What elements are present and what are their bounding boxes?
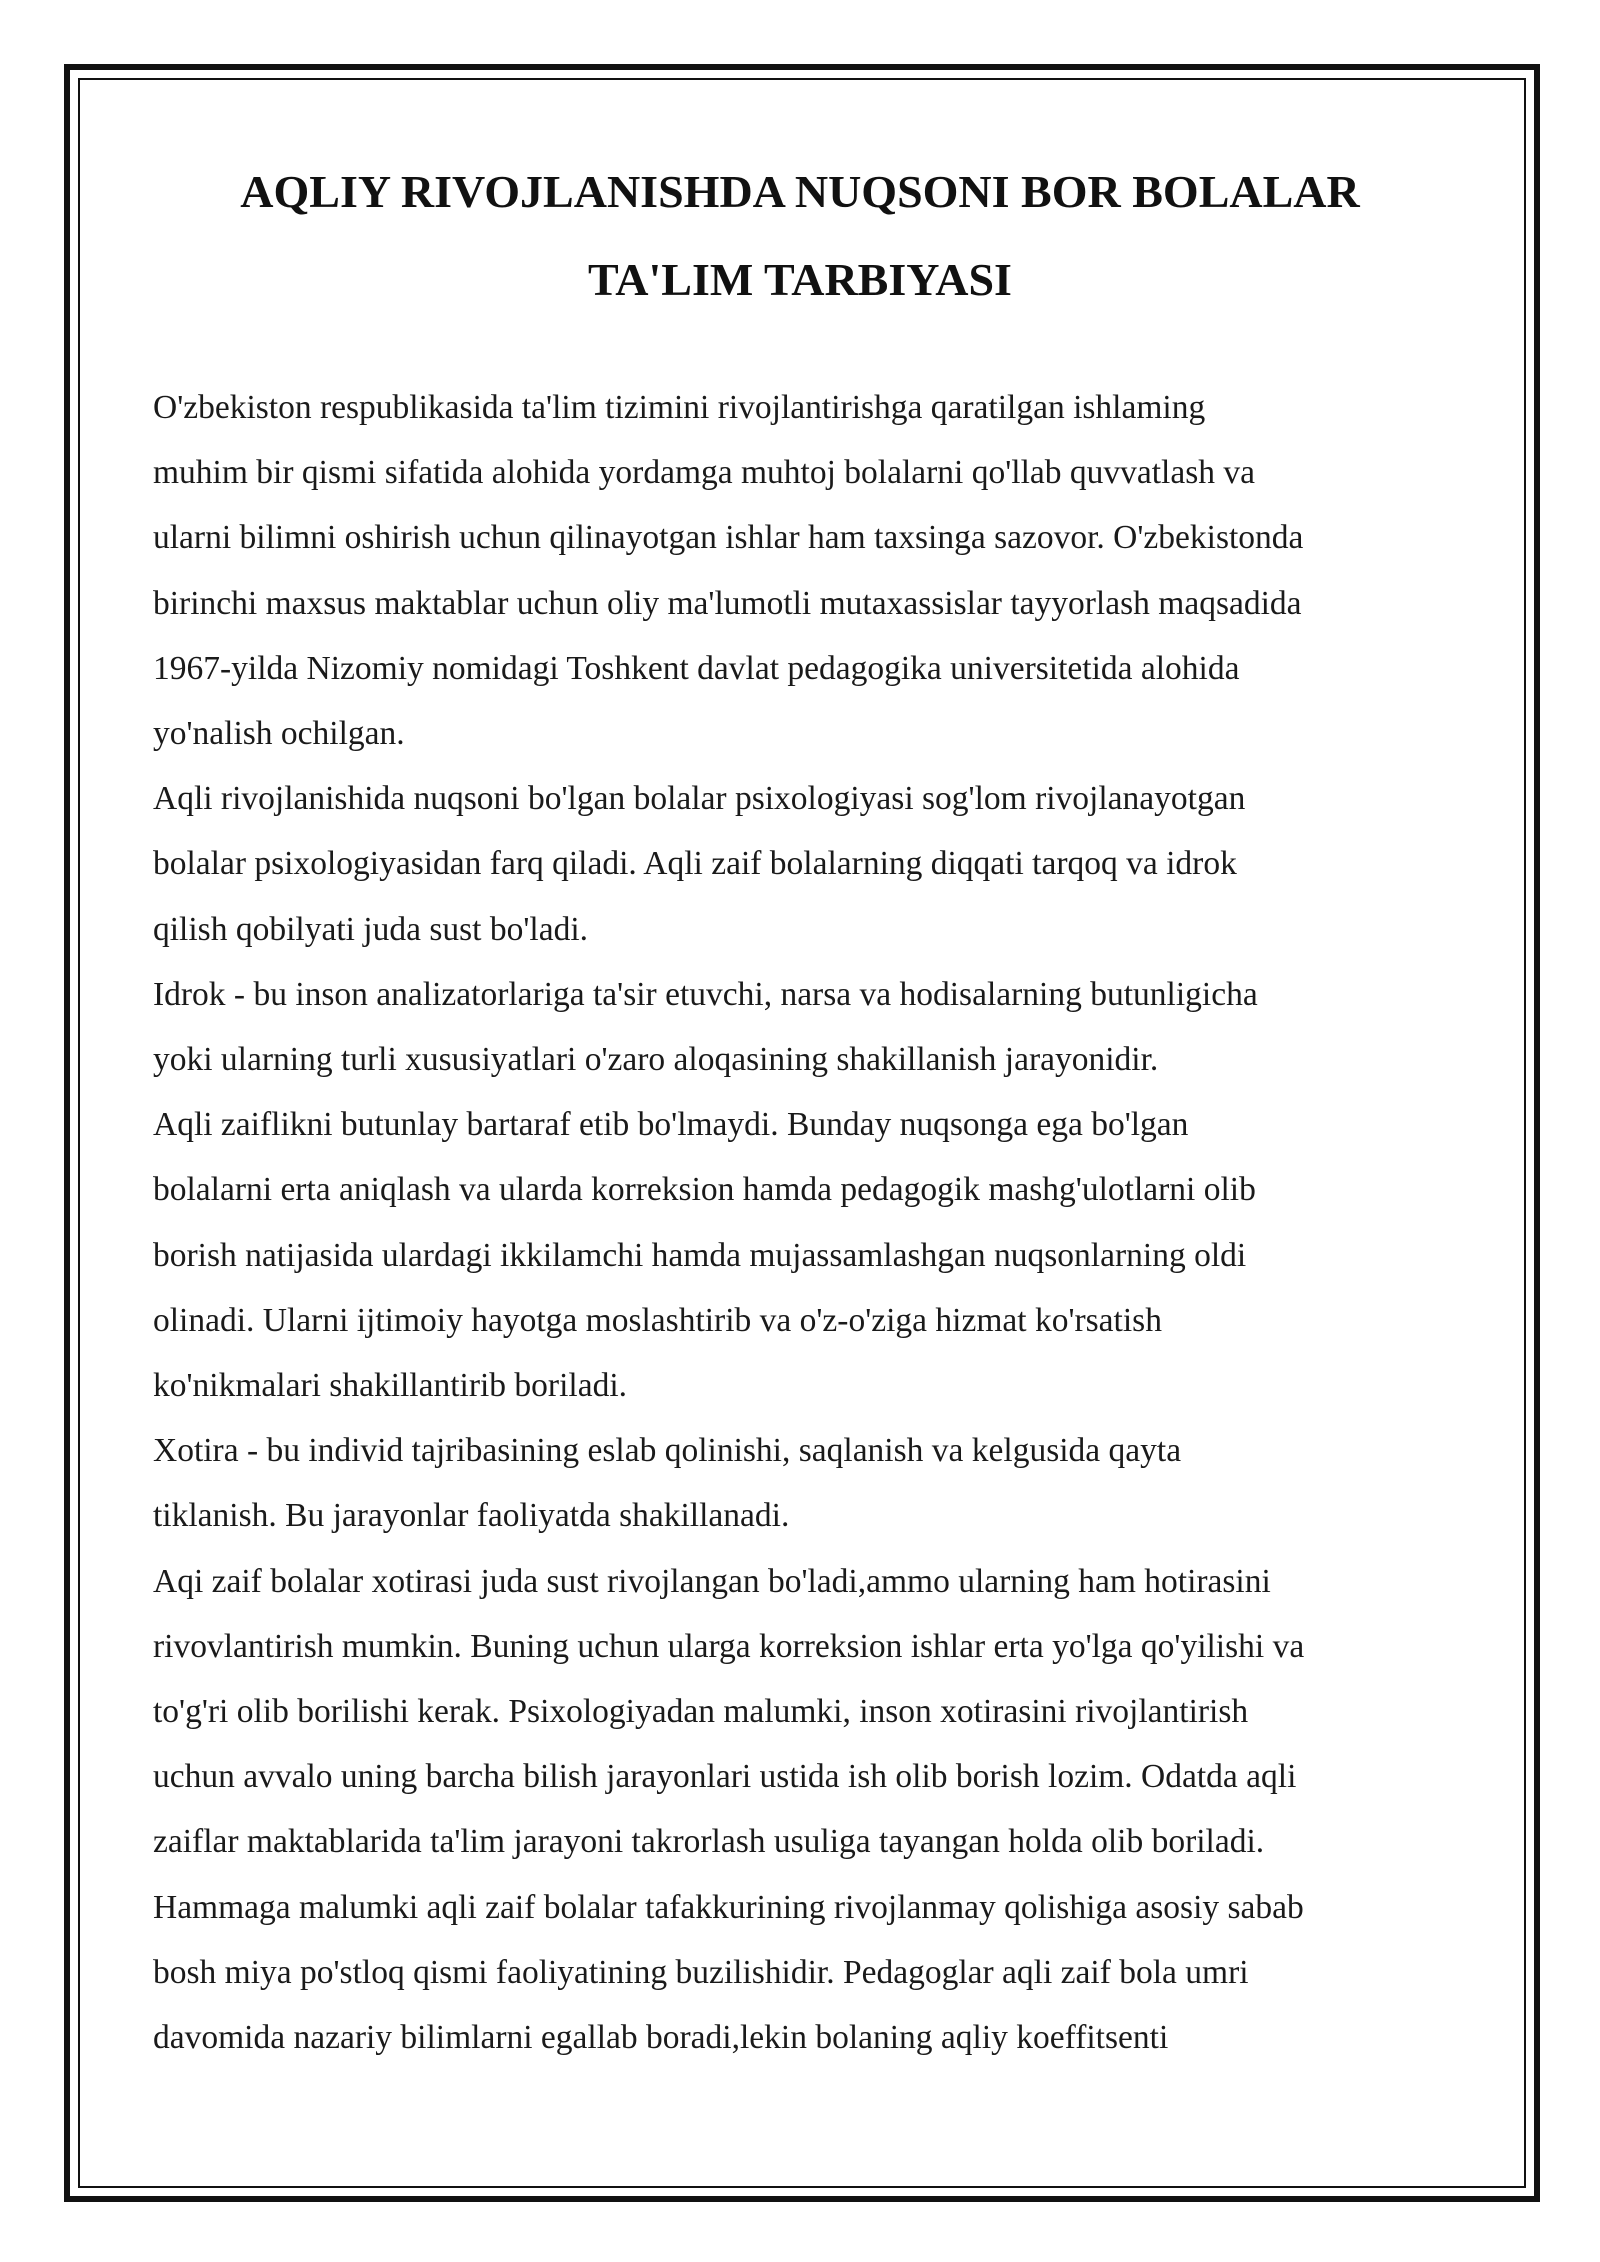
text-line: Aqi zaif bolalar xotirasi juda sust rivojlangan bo'ladi,ammo ularning ham hotirasini: [153, 1562, 1271, 1600]
text-line: davomida nazariy bilimlarni egallab boradi,lekin bolaning aqliy koeffitsenti: [153, 2019, 1169, 2057]
text-line: 1967-yilda Nizomiy nomidagi Toshkent davlat pedagogika universitetida alohida: [153, 649, 1240, 687]
text-line: muhim bir qismi sifatida alohida yordamga muhtoj bolalarni qo'llab quvvatlash va: [153, 454, 1256, 492]
text-line: bosh miya po'stloq qismi faoliyatining buzilishidir. Pedagoglar aqli zaif bola umri: [153, 1953, 1249, 1991]
text-line: bolalar psixologiyasidan farq qiladi. Aqli zaif bolalarning diqqati tarqoq va idrok: [153, 845, 1237, 883]
text-line: Xotira - bu individ tajribasining eslab qolinishi, saqlanish va kelgusida qayta: [153, 1432, 1182, 1470]
text-line: Idrok - bu inson analizatorlariga ta'sir etuvchi, narsa va hodisalarning butunligicha: [153, 975, 1258, 1013]
text-line: borish natijasida ulardagi ikkilamchi hamda mujassamlashgan nuqsonlarning oldi: [153, 1236, 1247, 1274]
text-line: O'zbekiston respublikasida ta'lim tizimini rivojlantirishga qaratilgan ishlaming: [153, 389, 1206, 426]
text-line: birinchi maxsus maktablar uchun oliy ma'lumotli mutaxassislar tayyorlash maqsadida: [153, 584, 1302, 622]
text-line: yoki ularning turli xususiyatlari o'zaro aloqasining shakillanish jarayonidir.: [153, 1041, 1159, 1079]
title-line: AQLIY RIVOJLANISHDA NUQSONI BOR BOLALAR: [240, 166, 1360, 217]
text-line: to'g'ri olib borilishi kerak. Psixologiyadan malumki, inson xotirasini rivojlantirish: [153, 1693, 1249, 1731]
text-line: uchun avvalo uning barcha bilish jarayonlari ustida ish olib borish lozim. Odatda aqli: [153, 1758, 1297, 1796]
text-line: bolalarni erta aniqlash va ularda korreksion hamda pedagogik mashg'ulotlarni olib: [153, 1171, 1256, 1209]
text-line: Aqli rivojlanishida nuqsoni bo'lgan bolalar psixologiyasi sog'lom rivojlanayotgan: [153, 780, 1246, 818]
text-line: ularni bilimni oshirish uchun qilinayotgan ishlar ham taxsinga sazovor. O'zbekistonda: [153, 519, 1304, 557]
text-line: zaiflar maktablarida ta'lim jarayoni takrorlash usuliga tayangan holda olib boriladi.: [153, 1823, 1265, 1861]
text-line: yo'nalish ochilgan.: [153, 715, 405, 753]
text-line: tiklanish. Bu jarayonlar faoliyatda shakillanadi.: [153, 1497, 790, 1535]
text-line: qilish qobilyati juda sust bo'ladi.: [153, 910, 589, 948]
title-line: TA'LIM TARBIYASI: [588, 254, 1012, 305]
text-line: Hammaga malumki aqli zaif bolalar tafakkurining rivojlanmay qolishiga asosiy sabab: [153, 1888, 1304, 1926]
document-title: [150, 148, 1450, 324]
text-line: rivovlantirish mumkin. Buning uchun ularga korreksion ishlar erta yo'lga qo'yilishi va: [153, 1627, 1305, 1665]
text-line: Aqli zaiflikni butunlay bartaraf etib bo'lmaydi. Bunday nuqsonga ega bo'lgan: [153, 1106, 1189, 1144]
document-body: [153, 375, 1463, 2070]
text-line: olinadi. Ularni ijtimoiy hayotga moslashtirib va o'z-o'ziga hizmat ko'rsatish: [153, 1301, 1162, 1339]
text-line: ko'nikmalari shakillantirib boriladi.: [153, 1367, 628, 1405]
